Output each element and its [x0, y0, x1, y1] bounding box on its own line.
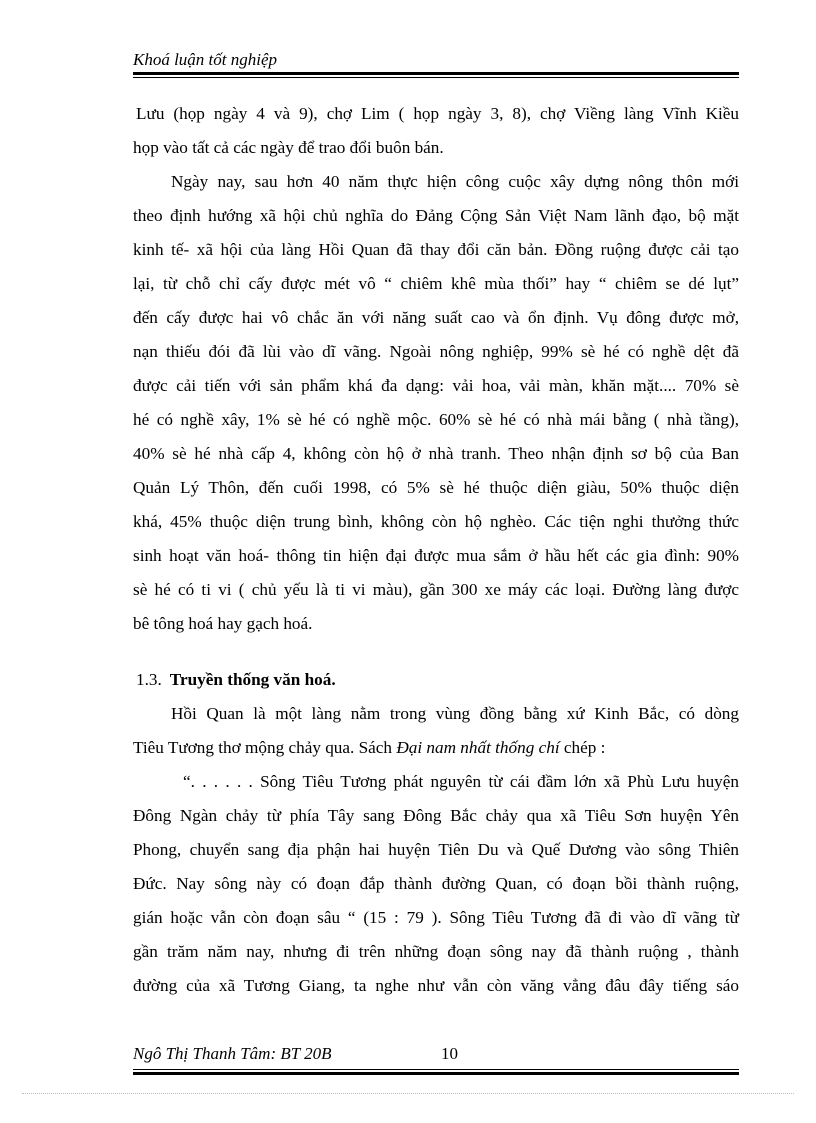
text-line: bê tông hoá hay gạch hoá.	[133, 614, 313, 633]
header-rule-thin	[133, 77, 739, 78]
text-line: họp vào tất cả các ngày để trao đổi buôn bán.	[133, 138, 444, 157]
page-header	[133, 50, 739, 78]
text-line: lại, từ chỗ chỉ cấy được mét vô “ chiêm khê mùa thối” hay “ chiêm se dé lụt”	[133, 274, 739, 293]
page-footer	[133, 1043, 739, 1075]
header-title: Khoá luận tốt nghiệp	[133, 50, 278, 69]
section-heading	[133, 663, 739, 697]
book-title: Đại nam nhất thống chí	[396, 738, 560, 757]
text-line: đến cấy được hai vô chắc ăn với năng suất cao và ổn định. Vụ đông được mở,	[133, 308, 739, 327]
text-run: chép :	[559, 738, 606, 757]
quote-line: Đức. Nay sông này có đoạn đắp thành đường Quan, có đoạn bồi thành ruộng,	[133, 874, 739, 893]
page-break-divider	[22, 1093, 794, 1094]
section-number: 1.3.	[136, 670, 162, 689]
quote-line: đường của xã Tương Giang, ta nghe như vẫn còn văng vẳng đâu đây tiếng sáo	[133, 976, 739, 995]
paragraph-hoi-quan	[133, 697, 739, 765]
document-body	[133, 97, 739, 1003]
quote-line: Phong, chuyển sang địa phận hai huyện Tiên Du và Quế Dương vào sông Thiên	[133, 840, 739, 859]
quote-line: “. . . . . . Sông Tiêu Tương phát nguyên từ cái đầm lớn xã Phù Lưu huyện	[183, 772, 739, 791]
footer-rule-thin	[133, 1069, 739, 1070]
section-title: Truyền thống văn hoá.	[169, 670, 336, 689]
quote-line: gián hoặc vẫn còn đoạn sâu “ (15 : 79 ). Sông Tiêu Tương đã đi vào dĩ vãng từ	[133, 908, 739, 927]
text-line: Ngày nay, sau hơn 40 năm thực hiện công cuộc xây dựng nông thôn mới	[171, 172, 739, 191]
header-rule-thick	[133, 72, 739, 75]
quote-line: gần trăm năm nay, nhưng đi trên những đoạn sông nay đã thành ruộng , thành	[133, 942, 739, 961]
text-line: khá, 45% thuộc diện trung bình, không còn hộ nghèo. Các tiện nghi thưởng thức	[133, 512, 739, 531]
quotation	[133, 765, 739, 1003]
page-number: 10	[441, 1044, 458, 1063]
text-line: Quản Lý Thôn, đến cuối 1998, có 5% sè hé thuộc diện giàu, 50% thuộc diện	[133, 478, 739, 497]
footer-rule-thick	[133, 1072, 739, 1075]
paragraph-continued	[133, 97, 739, 165]
footer-row	[133, 1043, 739, 1067]
text-line: 40% sè hé nhà cấp 4, không còn hộ ở nhà tranh. Theo nhận định sơ bộ của Ban	[133, 444, 739, 463]
text-line: sè hé có ti vi ( chủ yếu là ti vi màu), gần 300 xe máy các loại. Đường làng được	[133, 580, 739, 599]
text-line	[133, 731, 739, 765]
text-line: nạn thiếu đói đã lùi vào dĩ vãng. Ngoài nông nghiệp, 99% sè hé có nghề dệt đã	[133, 342, 739, 361]
text-run: Tiêu Tương thơ mộng chảy qua. Sách	[133, 738, 397, 757]
quote-line: Đông Ngàn chảy từ phía Tây sang Đông Bắc chảy qua xã Tiêu Sơn huyện Yên	[133, 806, 739, 825]
text-line: Lưu (họp ngày 4 và 9), chợ Lim ( họp ngày 3, 8), chợ Viềng làng Vĩnh Kiều	[136, 104, 739, 123]
text-line: theo định hướng xã hội chủ nghĩa do Đảng Cộng Sản Việt Nam lãnh đạo, bộ mặt	[133, 206, 739, 225]
footer-author: Ngô Thị Thanh Tâm: BT 20B	[133, 1044, 332, 1063]
paragraph-ngay-nay	[133, 165, 739, 641]
text-line: sinh hoạt văn hoá- thông tin hiện đại được mua sắm ở hầu hết các gia đình: 90%	[133, 546, 739, 565]
text-line: hé có nghề xây, 1% sè hé có nghề mộc. 60% sè hé có nhà mái bằng ( nhà tầng),	[133, 410, 739, 429]
text-line: được cải tiến với sản phẩm khá đa dạng: vải hoa, vải màn, khăn mặt.... 70% sè	[133, 376, 739, 395]
text-line: Hồi Quan là một làng nằm trong vùng đồng bằng xứ Kinh Bắc, có dòng	[171, 704, 739, 723]
text-line: kinh tế- xã hội của làng Hồi Quan đã thay đổi căn bản. Đồng ruộng được cải tạo	[133, 240, 739, 259]
